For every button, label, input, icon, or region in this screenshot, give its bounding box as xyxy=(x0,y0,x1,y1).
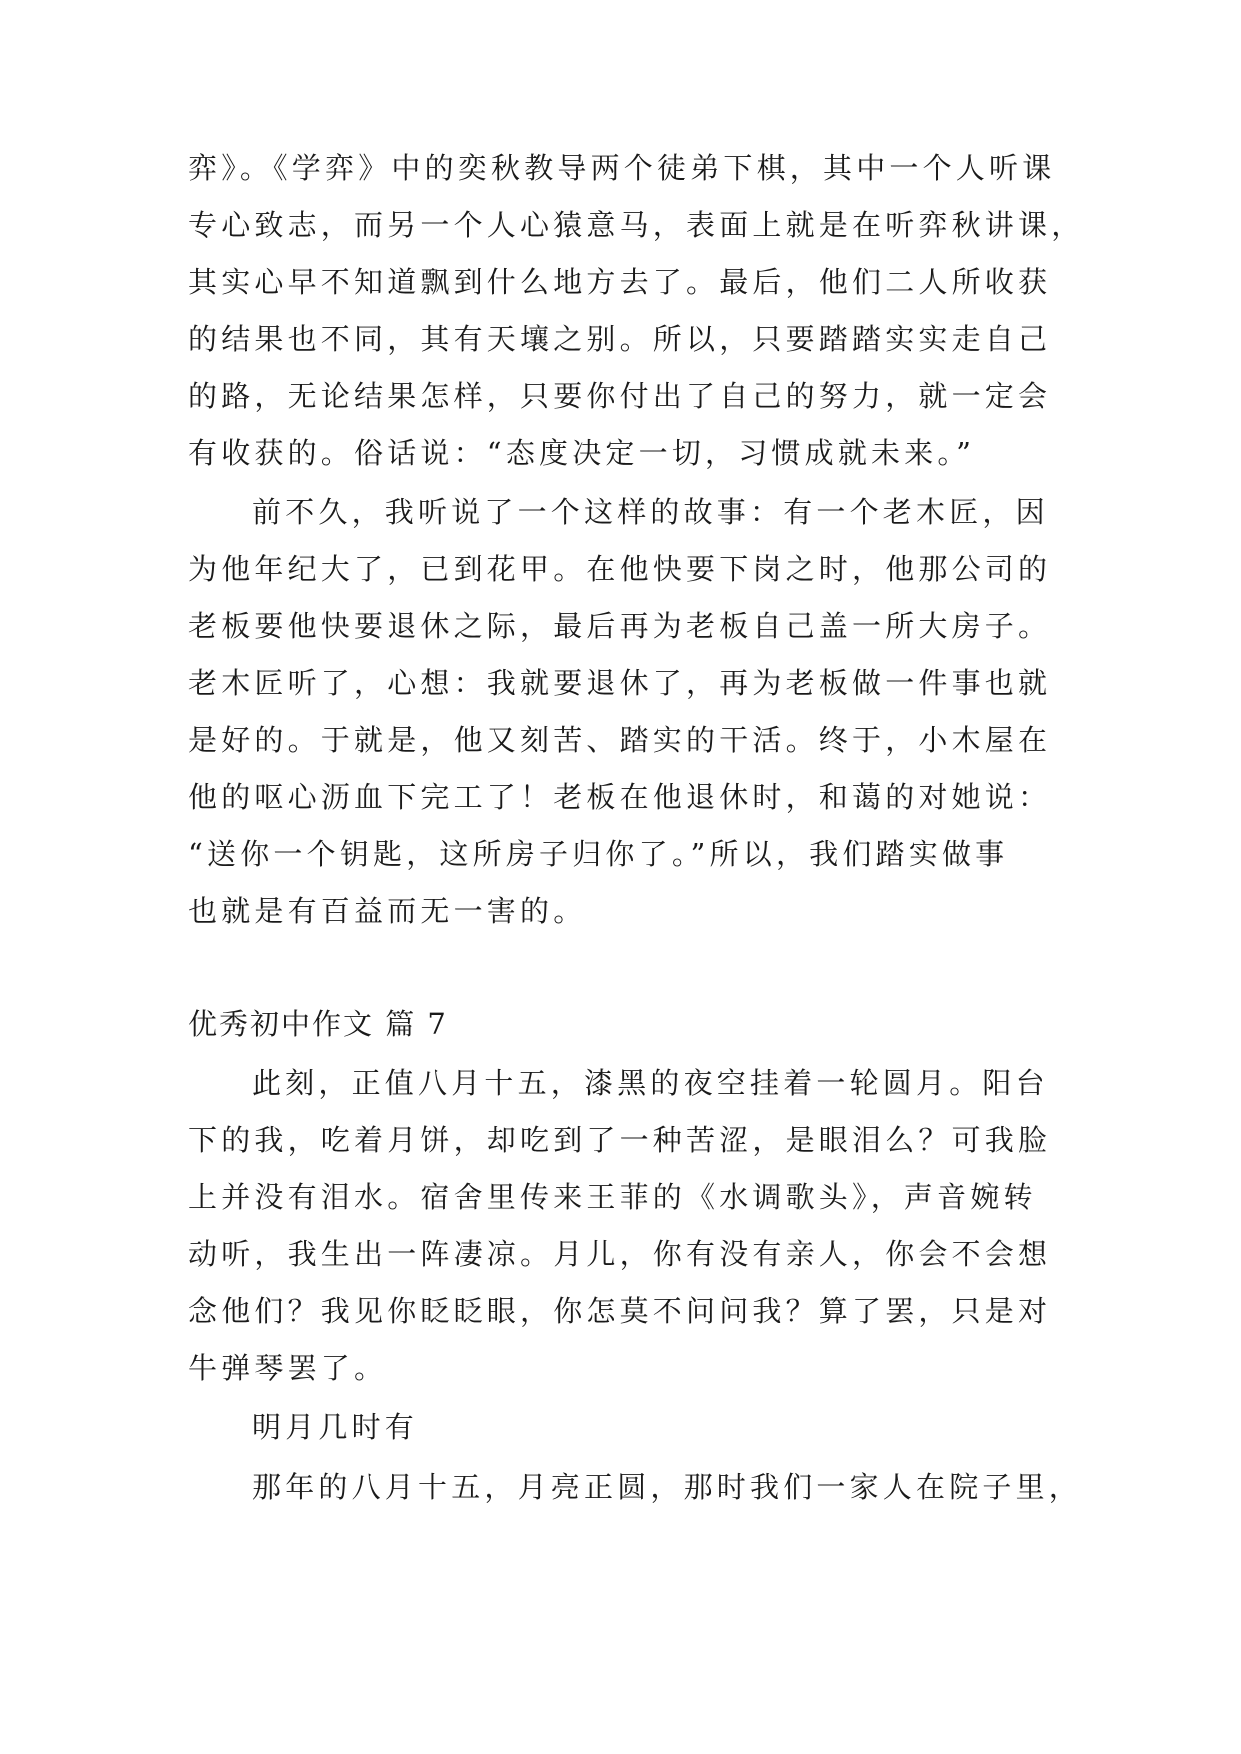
paragraph-line: 弈》。《学弈》中的奕秋教导两个徒弟下棋，其中一个人听课 xyxy=(188,151,1056,185)
section-heading: 优秀初中作文 篇 7 xyxy=(188,1007,448,1041)
paragraph-line: 老木匠听了，心想：我就要退休了，再为老板做一件事也就 xyxy=(188,666,1052,700)
paragraph-line: 那年的八月十五，月亮正圆，那时我们一家人在院子里， xyxy=(252,1470,1083,1504)
paragraph-line: 下的我，吃着月饼，却吃到了一种苦涩，是眼泪么？可我脸 xyxy=(188,1123,1052,1157)
paragraph-line: 此刻，正值八月十五，漆黑的夜空挂着一轮圆月。阳台 xyxy=(252,1066,1049,1100)
paragraph-line: 前不久，我听说了一个这样的故事：有一个老木匠，因 xyxy=(252,495,1049,529)
paragraph-line: 老板要他快要退休之际，最后再为老板自己盖一所大房子。 xyxy=(188,609,1052,643)
paragraph-line: 专心致志，而另一个人心猿意马，表面上就是在听弈秋讲课， xyxy=(188,208,1085,242)
paragraph-line: 他的呕心沥血下完工了！老板在他退休时，和蔼的对她说： xyxy=(188,780,1052,814)
paragraph-line: 上并没有泪水。宿舍里传来王菲的《水调歌头》，声音婉转 xyxy=(188,1180,1037,1214)
paragraph-line: 动听，我生出一阵凄凉。月儿，你有没有亲人，你会不会想 xyxy=(188,1237,1052,1271)
paragraph-line: 的结果也不同，其有天壤之别。所以，只要踏踏实实走自己 xyxy=(188,322,1052,356)
paragraph-line: 明月几时有 xyxy=(252,1410,419,1444)
paragraph-line: 牛弹琴罢了。 xyxy=(188,1351,388,1385)
paragraph-line: 其实心早不知道飘到什么地方去了。最后，他们二人所收获 xyxy=(188,265,1052,299)
paragraph-line: 也就是有百益而无一害的。 xyxy=(188,894,587,928)
paragraph-line: “送你一个钥匙，这所房子归你了。”所以，我们踏实做事 xyxy=(188,837,1009,871)
paragraph-line: 为他年纪大了，已到花甲。在他快要下岗之时，他那公司的 xyxy=(188,552,1052,586)
paragraph-line: 是好的。于就是，他又刻苦、踏实的干活。终于，小木屋在 xyxy=(188,723,1052,757)
paragraph-line: 念他们？我见你眨眨眼，你怎莫不问问我？算了罢，只是对 xyxy=(188,1294,1052,1328)
paragraph-line: 有收获的。俗话说：“态度决定一切，习惯成就未来。” xyxy=(188,436,976,470)
paragraph-line: 的路，无论结果怎样，只要你付出了自己的努力，就一定会 xyxy=(188,379,1052,413)
